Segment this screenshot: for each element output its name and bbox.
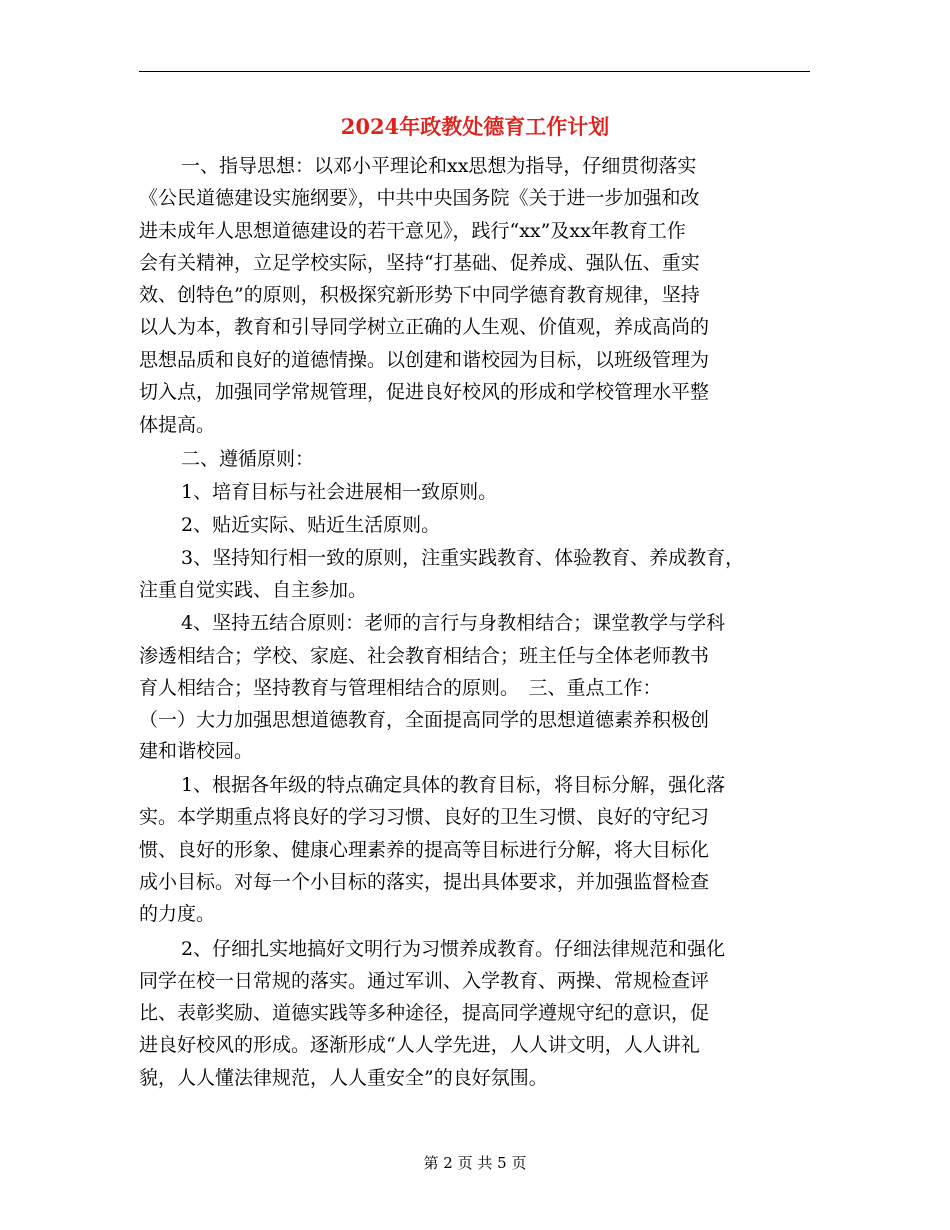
paragraph-line: 《公民道德建设实施纲要》，中共中央国务院《关于进一步加强和改 [139, 187, 700, 209]
paragraph-line: 进良好校风的形成。逐渐形成“人人学先进，人人讲文明，人人讲礼 [139, 1034, 700, 1056]
paragraph-line: 会有关精神，立足学校实际，坚持“打基础、促养成、强队伍、重实 [139, 252, 700, 274]
paragraph-line: 惯、良好的形象、健康心理素养的提高等目标进行分解，将大目标化 [139, 839, 710, 861]
paragraph-line: 进未成年人思想道德建设的若干意见》，践行“xx”及xx年教育工作 [139, 220, 686, 242]
paragraph-line: 2、贴近实际、贴近生活原则。 [181, 514, 441, 536]
header-rule [139, 71, 810, 72]
paragraph-line: 体提高。 [139, 414, 216, 436]
paragraph-line: 一、指导思想：以邓小平理论和xx思想为指导，仔细贯彻落实 [181, 155, 697, 177]
paragraph-line: 建和谐校园。 [139, 740, 254, 762]
paragraph-line: 1、根据各年级的特点确定具体的教育目标，将目标分解，强化落 [181, 774, 726, 796]
paragraph-line: 注重自觉实践、自主参加。 [139, 579, 368, 601]
paragraph-line: 渗透相结合；学校、家庭、社会教育相结合；班主任与全体老师教书 [139, 645, 710, 667]
paragraph-line: 以人为本，教育和引导同学树立正确的人生观、价值观，养成高尚的 [139, 316, 710, 338]
section-heading: 二、遵循原则： [181, 448, 315, 470]
paragraph-line: 2、仔细扎实地搞好文明行为习惯养成教育。仔细法律规范和强化 [181, 938, 726, 960]
subsection-heading: （一）大力加强思想道德教育，全面提高同学的思想道德素养积极创 [139, 709, 710, 731]
paragraph-line: 3、坚持知行相一致的原则，注重实践教育、体验教育、养成教育， [181, 547, 745, 569]
paragraph-line: 4、坚持五结合原则：老师的言行与身教相结合；课堂教学与学科 [181, 612, 726, 634]
paragraph-line: 切入点，加强同学常规管理，促进良好校风的形成和学校管理水平整 [139, 381, 710, 403]
page-number: 第 2 页 共 5 页 [423, 1154, 527, 1172]
paragraph-line: 成小目标。对每一个小目标的落实，提出具体要求，并加强监督检查 [139, 871, 710, 893]
paragraph-line: 育人相结合；坚持教育与管理相结合的原则。 三、重点工作： [139, 677, 662, 699]
paragraph-line: 的力度。 [139, 903, 216, 925]
paragraph-line: 思想品质和良好的道德情操。以创建和谐校园为目标，以班级管理为 [139, 349, 710, 371]
document-title: 2024年政教处德育工作计划 [340, 114, 610, 139]
paragraph-line: 1、培育目标与社会进展相一致原则。 [181, 481, 498, 503]
paragraph-line: 同学在校一日常规的落实。通过军训、入学教育、两操、常规检查评 [139, 970, 710, 992]
paragraph-line: 实。本学期重点将良好的学习习惯、良好的卫生习惯、良好的守纪习 [139, 806, 710, 828]
paragraph-line: 效、创特色”的原则，积极探究新形势下中同学德育教育规律，坚持 [139, 284, 700, 306]
paragraph-line: 貌，人人懂法律规范，人人重安全”的良好氛围。 [139, 1067, 548, 1089]
paragraph-line: 比、表彰奖励、道德实践等多种途径，提高同学遵规守纪的意识，促 [139, 1002, 710, 1024]
